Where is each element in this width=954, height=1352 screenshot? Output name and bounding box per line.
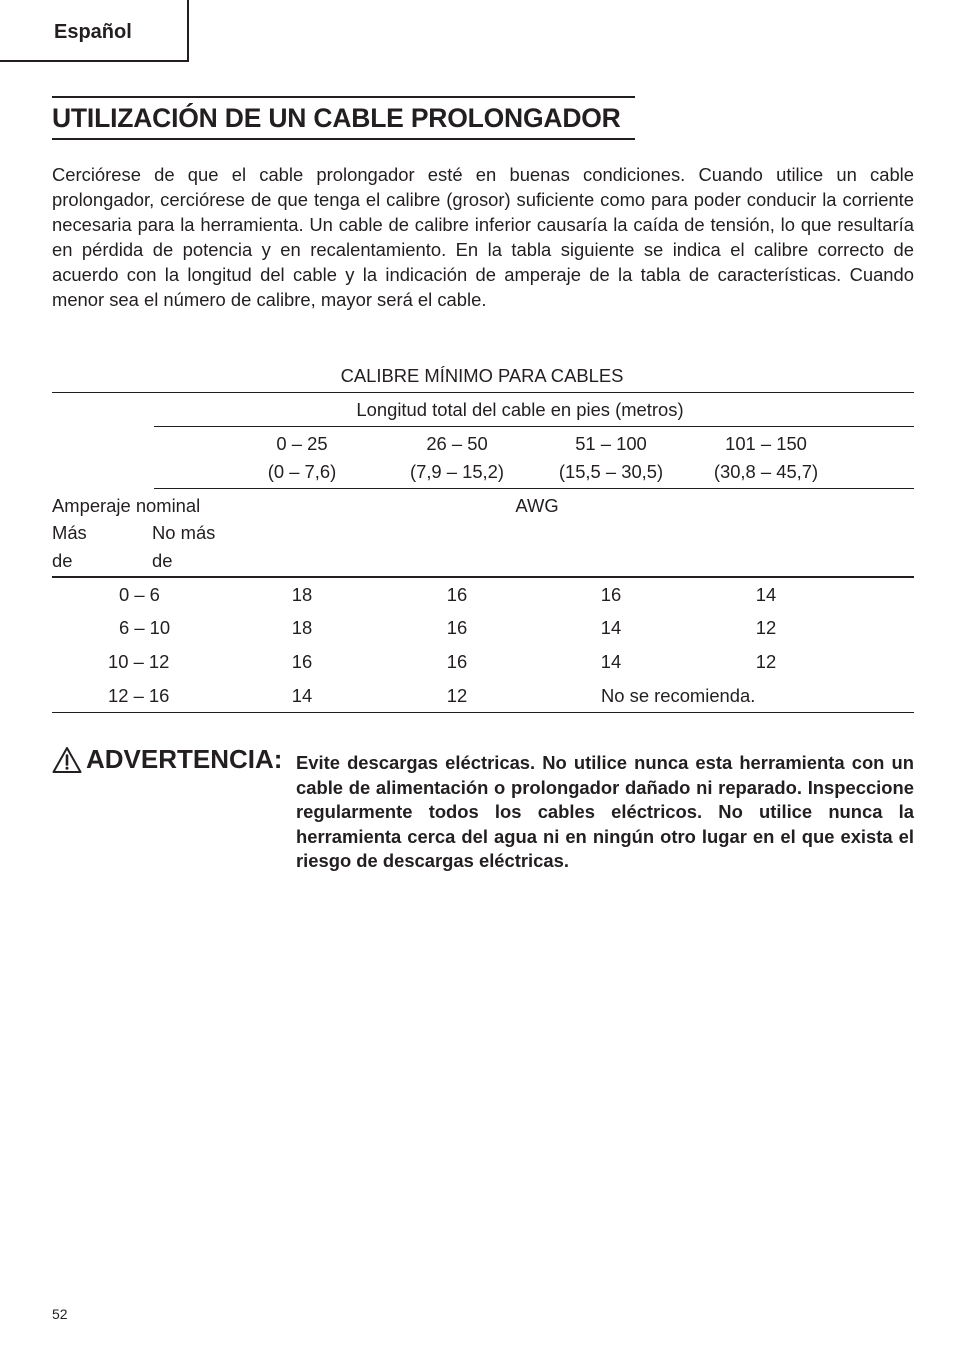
- warning-text: Evite descargas eléctricas. No utilice nunca esta herramienta con un cable de alimentación o prolongador dañado ni reparado. Inspeccione regularmente todos los cables eléctricos. No utilice nunca la herramienta cerca del agua ni en ningún otro lugar en el que exista el riesgo de descargas eléctricas.: [296, 752, 914, 872]
- amperage-range: 12 – 16: [108, 685, 170, 706]
- awg-cell: 12: [755, 651, 777, 672]
- language-label: Español: [54, 21, 132, 43]
- table-rule-header: [154, 488, 914, 489]
- length-col-feet: 101 – 150: [725, 433, 807, 454]
- table-rule-body: [52, 576, 914, 578]
- awg-cell: 16: [446, 584, 468, 605]
- page-number: 52: [52, 1306, 68, 1322]
- awg-cell: 18: [291, 617, 313, 638]
- length-col-meters: (7,9 – 15,2): [409, 461, 505, 482]
- section-title-bar: [52, 96, 635, 140]
- warning-heading-text: ADVERTENCIA:: [86, 744, 283, 774]
- amperage-range: 6 – 10: [119, 617, 171, 638]
- awg-cell: 16: [600, 584, 622, 605]
- awg-label: AWG: [515, 495, 559, 516]
- awg-cell: 18: [291, 584, 313, 605]
- awg-cell: 12: [446, 685, 468, 706]
- amperage-range: 0 – 6: [119, 584, 160, 605]
- length-header: Longitud total del cable en pies (metros): [356, 399, 684, 420]
- length-col-feet: 0 – 25: [276, 433, 328, 454]
- more-than-label: Más: [52, 522, 87, 543]
- language-tab: [0, 0, 189, 62]
- table-rule-top: [52, 392, 914, 393]
- length-col-feet: 26 – 50: [426, 433, 488, 454]
- length-col-meters: (15,5 – 30,5): [558, 461, 664, 482]
- not-recommended-note: No se recomienda.: [601, 685, 756, 706]
- amperage-range: 10 – 12: [108, 651, 170, 672]
- not-more-than-label: No más: [152, 522, 216, 543]
- warning-triangle-icon: [52, 746, 82, 774]
- not-more-than-label: de: [152, 550, 173, 571]
- awg-cell: 14: [600, 617, 622, 638]
- table-rule-length: [154, 426, 914, 427]
- warning-heading: [52, 744, 282, 775]
- length-col-meters: (0 – 7,6): [267, 461, 337, 482]
- awg-cell: 16: [291, 651, 313, 672]
- section-title: UTILIZACIÓN DE UN CABLE PROLONGADOR: [52, 103, 621, 133]
- awg-cell: 14: [600, 651, 622, 672]
- intro-paragraph: Cerciórese de que el cable prolongador esté en buenas condiciones. Cuando utilice un cable prolongador, cerciórese de que tenga el calibre (grosor) suficiente como para poder conducir la corriente necesaria para la herramienta. Un cable de calibre inferior causaría la caída de tensión, lo que resultaría en pérdida de potencia y en recalentamiento. En la tabla siguiente se indica el calibre correcto de acuerdo con la longitud del cable y la indicación de amperaje de la tabla de características. Cuando menor sea el número de calibre, mayor será el cable.: [52, 164, 914, 310]
- table-caption: CALIBRE MÍNIMO PARA CABLES: [340, 365, 624, 386]
- awg-cell: 14: [291, 685, 313, 706]
- amperage-header: Amperaje nominal: [52, 495, 201, 516]
- length-col-feet: 51 – 100: [575, 433, 647, 454]
- length-col-meters: (30,8 – 45,7): [713, 461, 819, 482]
- awg-cell: 14: [755, 584, 777, 605]
- awg-cell: 12: [755, 617, 777, 638]
- more-than-label: de: [52, 550, 73, 571]
- table-rule-bottom: [52, 712, 914, 713]
- awg-cell: 16: [446, 651, 468, 672]
- awg-cell: 16: [446, 617, 468, 638]
